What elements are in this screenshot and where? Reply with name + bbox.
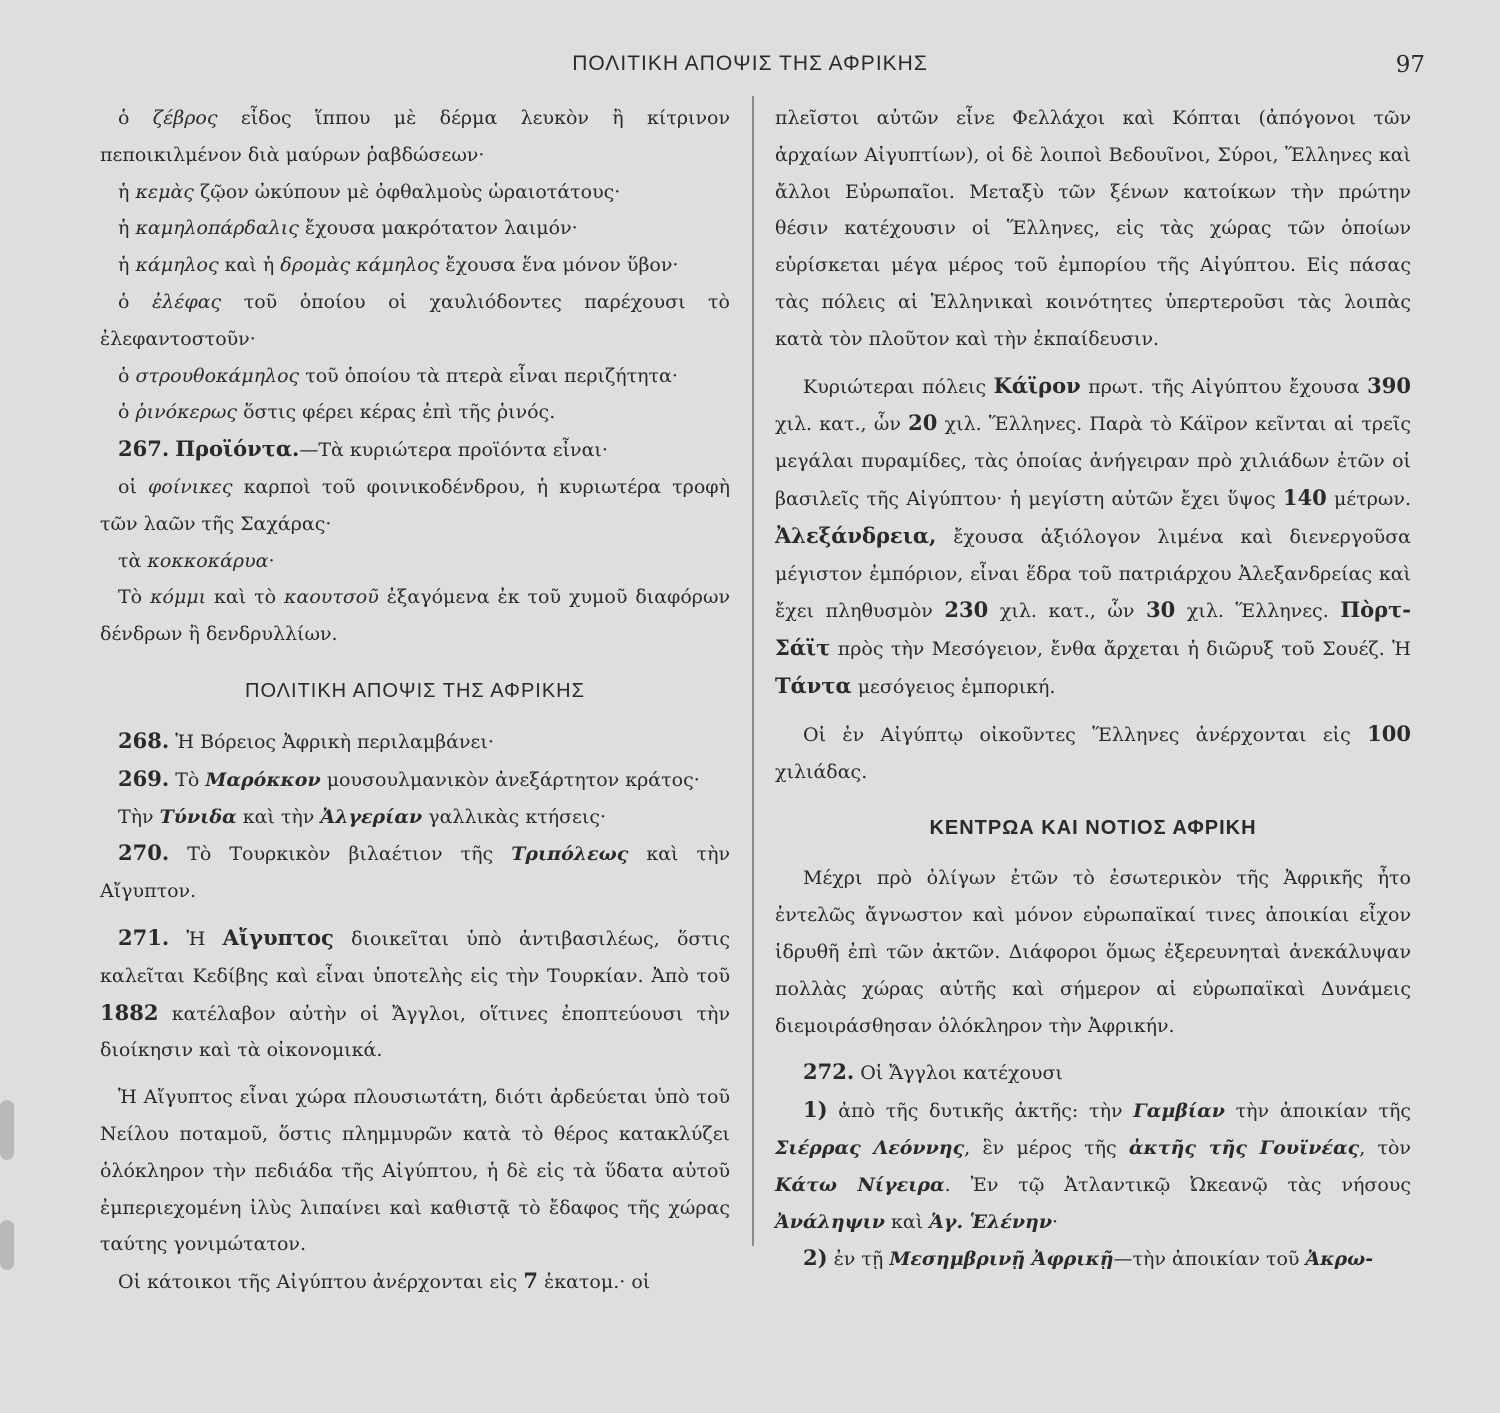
term: Σιέρρας Λεόννης — [775, 1136, 965, 1159]
section-269: 269. Τὸ Μαρόκκον μουσουλμανικὸν ἀνεξάρτητον κράτος· — [118, 765, 700, 791]
term: ἀκτῆς τῆς Γουϊνέας — [1128, 1136, 1360, 1159]
section-title: ΠΟΛΙΤΙΚΗ ΑΠΟΨΙΣ ΤΗΣ ΑΦΡΙΚΗΣ — [245, 679, 585, 702]
term: Τύνιδα — [159, 805, 237, 828]
term: Κάτω Νίγειρα — [775, 1173, 945, 1196]
section-270: 270. Τὸ Τουρκικὸν βιλαέτιον τῆς Τριπόλεως καὶ τὴν Αἴγυπτον. — [100, 840, 731, 903]
left-column — [100, 100, 730, 1301]
paragraph: ὁ ἐλέφας τοῦ ὁποίου οἱ χαυλιόδοντες παρέχουσι τὸ ἐλεφαντοστοῦν· — [100, 290, 730, 350]
term: στρουθοκάμηλος — [135, 364, 300, 387]
city-name: Κάϊρον — [993, 372, 1081, 398]
term: Ἀνάληψιν — [775, 1210, 885, 1233]
city-name: Τάντα — [775, 672, 852, 698]
paragraph: πλεῖστοι αὐτῶν εἶνε Φελλάχοι καὶ Κόπται (ἀπόγονοι τῶν ἀρχαίων Αἰγυπτίων), οἱ δὲ λοιποὶ Βεδουῖνοι, Σύροι, Ἕλληνες καὶ ἄλλοι Εὐρωπαῖοι. Μεταξὺ τῶν ξένων κατοίκων τὴν πρώτην θέσιν κατέχουσιν οἱ Ἕλληνες, εἰς τὰς χώρας τῶν ὁποίων εὑρίσκεται μέγα μέρος τοῦ ἐμπορίου τῆς Αἰγύπτου. Εἰς πάσας τὰς πόλεις αἱ Ἑλληνικαὶ κοινότητες ὑπερτεροῦσι τὰς λοιπὰς κατὰ τὸν πλοῦτον καὶ τὴν ἐκπαίδευσιν. — [775, 107, 1411, 350]
running-title: ΠΟΛΙΤΙΚΗ ΑΠΟΨΙΣ ΤΗΣ ΑΦΡΙΚΗΣ — [572, 52, 928, 75]
section-267: 267. Προϊόντα.—Τὰ κυριώτερα προϊόντα εἶναι· — [118, 436, 608, 462]
paragraph: Οἱ ἐν Αἰγύπτῳ οἰκοῦντες Ἕλληνες ἀνέρχονται εἰς 100 χιλιάδας. — [775, 720, 1411, 783]
number: 7 — [523, 1268, 538, 1294]
paragraph: Ἡ Αἴγυπτος εἶναι χώρα πλουσιωτάτη, διότι ἀρδεύεται ὑπὸ τοῦ Νείλου ποταμοῦ, ὅστις πλημμυρῶν κατὰ τὸ θέρος κατακλύζει ὁλόκληρον τὴν πεδιάδα τῆς Αἰγύπτου, ἡ δὲ εἰς τὰ ὕδατα αὐτοῦ ἐμπεριεχομένη ἰλὺς λιπαίνει καὶ καθιστᾷ τὸ ἔδαφος τῆς χώρας ταύτης γονιμώτατον. — [100, 1086, 730, 1256]
number: 100 — [1367, 720, 1411, 746]
number: 20 — [908, 410, 938, 436]
paragraph: ἡ κεμὰς ζῷον ὠκύπουν μὲ ὀφθαλμοὺς ὡραιοτάτους· — [118, 180, 621, 203]
section-272: 272. Οἱ Ἄγγλοι κατέχουσι — [803, 1059, 1063, 1085]
term: καμηλοπάρδαλις — [135, 217, 299, 240]
term: δρομὰς κάμηλος — [280, 254, 440, 277]
list-item: 2) ἐν τῇ Μεσημβρινῇ Ἀφρικῇ—τὴν ἀποικίαν τοῦ Ἀκρω- — [803, 1245, 1374, 1271]
term: ζέβρος — [152, 107, 218, 129]
section-268: 268. Ἡ Βόρειος Ἀφρικὴ περιλαμβάνει· — [118, 727, 494, 753]
section-number: 268. — [118, 727, 170, 753]
paragraph: ἡ κάμηλος καὶ ἡ δρομὰς κάμηλος ἔχουσα ἕνα μόνον ὕβον· — [118, 254, 679, 277]
term: Ἀλγερίαν — [320, 805, 423, 828]
term: Ἁγ. Ἑλένην — [929, 1210, 1053, 1233]
list-number: 1) — [803, 1097, 828, 1123]
term: κάμηλος — [135, 254, 219, 277]
term: φοίνικες — [148, 475, 233, 498]
column-divider — [752, 96, 754, 1246]
list-number: 2) — [803, 1245, 828, 1271]
number: 390 — [1367, 372, 1411, 398]
list-item: 1) ἀπὸ τῆς δυτικῆς ἀκτῆς: τὴν Γαμβίαν τὴν ἀποικίαν τῆς Σιέρρας Λεόννης, ἓν μέρος τῆς ἀκτῆς τῆς Γουϊνέας, τὸν Κάτω Νίγειρα. Ἐν τῷ Ἀτλαντικῷ Ὠκεανῷ τὰς νήσους Ἀνάληψιν καὶ Ἁγ. Ἑλένην· — [775, 1097, 1412, 1233]
section-number: 269. — [118, 765, 170, 791]
running-header — [0, 52, 1500, 84]
paragraph: ὁ ῥινόκερως ὅστις φέρει κέρας ἐπὶ τῆς ῥινός. — [118, 401, 556, 424]
section-number: 270. — [118, 840, 170, 866]
number: 230 — [944, 597, 989, 623]
section-title: ΚΕΝΤΡΩΑ ΚΑΙ ΝΟΤΙΟΣ ΑΦΡΙΚΗ — [929, 817, 1257, 840]
section-271: 271. Ἡ Αἴγυπτος διοικεῖται ὑπὸ ἀντιβασιλέως, ὅστις καλεῖται Κεδίβης καὶ εἶναι ὑποτελὴς εἰς τὴν Τουρκίαν. Ἀπὸ τοῦ 1882 κατέλαβον αὐτὴν οἱ Ἄγγλοι, οἵτινες ἐποπτεύουσι τὴν διοίκησιν καὶ τὰ οἰκονομικά. — [100, 924, 730, 1062]
term: ἐλέφας — [151, 290, 222, 313]
paragraph: οἱ φοίνικες καρποὶ τοῦ φοινικοδένδρου, ἡ κυριωτέρα τροφὴ τῶν λαῶν τῆς Σαχάρας· — [100, 475, 730, 535]
page-edge-smudge — [0, 1100, 14, 1160]
paragraph: Τὴν Τύνιδα καὶ τὴν Ἀλγερίαν γαλλικὰς κτήσεις· — [118, 805, 607, 828]
section-number: 272. — [803, 1059, 855, 1085]
term: κόμμι — [150, 586, 207, 609]
paragraph: Κυριώτεραι πόλεις Κάϊρον πρωτ. τῆς Αἰγύπτου ἔχουσα 390 χιλ. κατ., ὧν 20 χιλ. Ἕλληνες. Παρὰ τὸ Κάϊρον κεῖνται αἱ τρεῖς μεγάλαι πυραμίδες, τὰς ὁποίας ἀνήγειραν πρὸ χιλιάδων ἐτῶν οἱ βασιλεῖς τῆς Αἰγύπτου· ἡ μεγίστη αὐτῶν ἔχει ὕψος 140 μέτρων. Ἀλεξάνδρεια, ἔχουσα ἀξιόλογον λιμένα καὶ διενεργοῦσα μέγιστον ἐμπόριον, εἶναι ἕδρα τοῦ πατριάρχου Ἀλεξανδρείας καὶ ἔχει πληθυσμὸν 230 χιλ. κατ., ὧν 30 χιλ. Ἕλληνες. Πὸρτ-Σάϊτ πρὸς τὴν Μεσόγειον, ἔνθα ἄρχεται ἡ διῶρυξ τοῦ Σουέζ. Ἡ Τάντα μεσόγειος ἐμπορική. — [775, 372, 1411, 698]
number: 140 — [1282, 484, 1327, 510]
right-column — [775, 100, 1411, 1278]
paragraph: Μέχρι πρὸ ὀλίγων ἐτῶν τὸ ἐσωτερικὸν τῆς Ἀφρικῆς ἦτο ἐντελῶς ἄγνωστον καὶ μόνον εὐρωπαϊκαί τινες ἀποικίαι εἶχον ἱδρυθῆ ἐπὶ τῶν ἀκτῶν. Διάφοροι ὅμως ἐξερευνηταὶ ἀνεκάλυψαν πολλὰς χώρας αὐτῆς καὶ σήμερον αἱ εὐρωπαϊκαὶ Δυνάμεις διεμοιράσθησαν ὁλόκληρον τὴν Ἀφρικήν. — [775, 867, 1411, 1037]
term: Ἀκρω- — [1305, 1248, 1374, 1271]
paragraph: ὁ ζέβρος εἶδος ἵππου μὲ δέρμα λευκὸν ἢ κίτρινον πεποικιλμένον διὰ μαύρων ῥαβδώσεων· — [100, 107, 730, 166]
term: Μεσημβρινῇ Ἀφρικῇ — [889, 1248, 1114, 1271]
section-heading: Προϊόντα. — [175, 436, 300, 462]
year: 1882 — [100, 999, 159, 1025]
paragraph: ὁ στρουθοκάμηλος τοῦ ὁποίου τὰ πτερὰ εἶναι περιζήτητα· — [118, 364, 678, 387]
section-number: 267. — [118, 436, 170, 462]
term: Γαμβίαν — [1133, 1100, 1225, 1123]
term: Μαρόκκον — [205, 768, 321, 791]
term: κοκκοκάρυα — [147, 549, 269, 572]
number: 30 — [1146, 597, 1176, 623]
page-number: 97 — [1395, 52, 1425, 78]
section-heading: Αἴγυπτος — [222, 924, 334, 950]
term: Τριπόλεως — [511, 843, 629, 866]
term: κεμὰς — [135, 180, 194, 203]
paragraph: Τὸ κόμμι καὶ τὸ καουτσοῦ ἐξαγόμενα ἐκ τοῦ χυμοῦ διαφόρων δένδρων ἢ δενδρυλλίων. — [100, 586, 731, 646]
city-name: Ἀλεξάνδρεια, — [775, 522, 937, 548]
paragraph: Οἱ κάτοικοι τῆς Αἰγύπτου ἀνέρχονται εἰς 7 ἑκατομ.· οἱ — [118, 1268, 651, 1294]
page-edge-smudge — [0, 1220, 14, 1270]
paragraph: τὰ κοκκοκάρυα· — [118, 549, 275, 572]
paragraph: ἡ καμηλοπάρδαλις ἔχουσα μακρότατον λαιμόν· — [118, 217, 578, 240]
section-number: 271. — [118, 924, 170, 950]
term: καουτσοῦ — [284, 586, 379, 609]
city-name: Πὸρτ-Σάϊτ — [775, 597, 1411, 661]
term: ῥινόκερως — [135, 401, 238, 424]
